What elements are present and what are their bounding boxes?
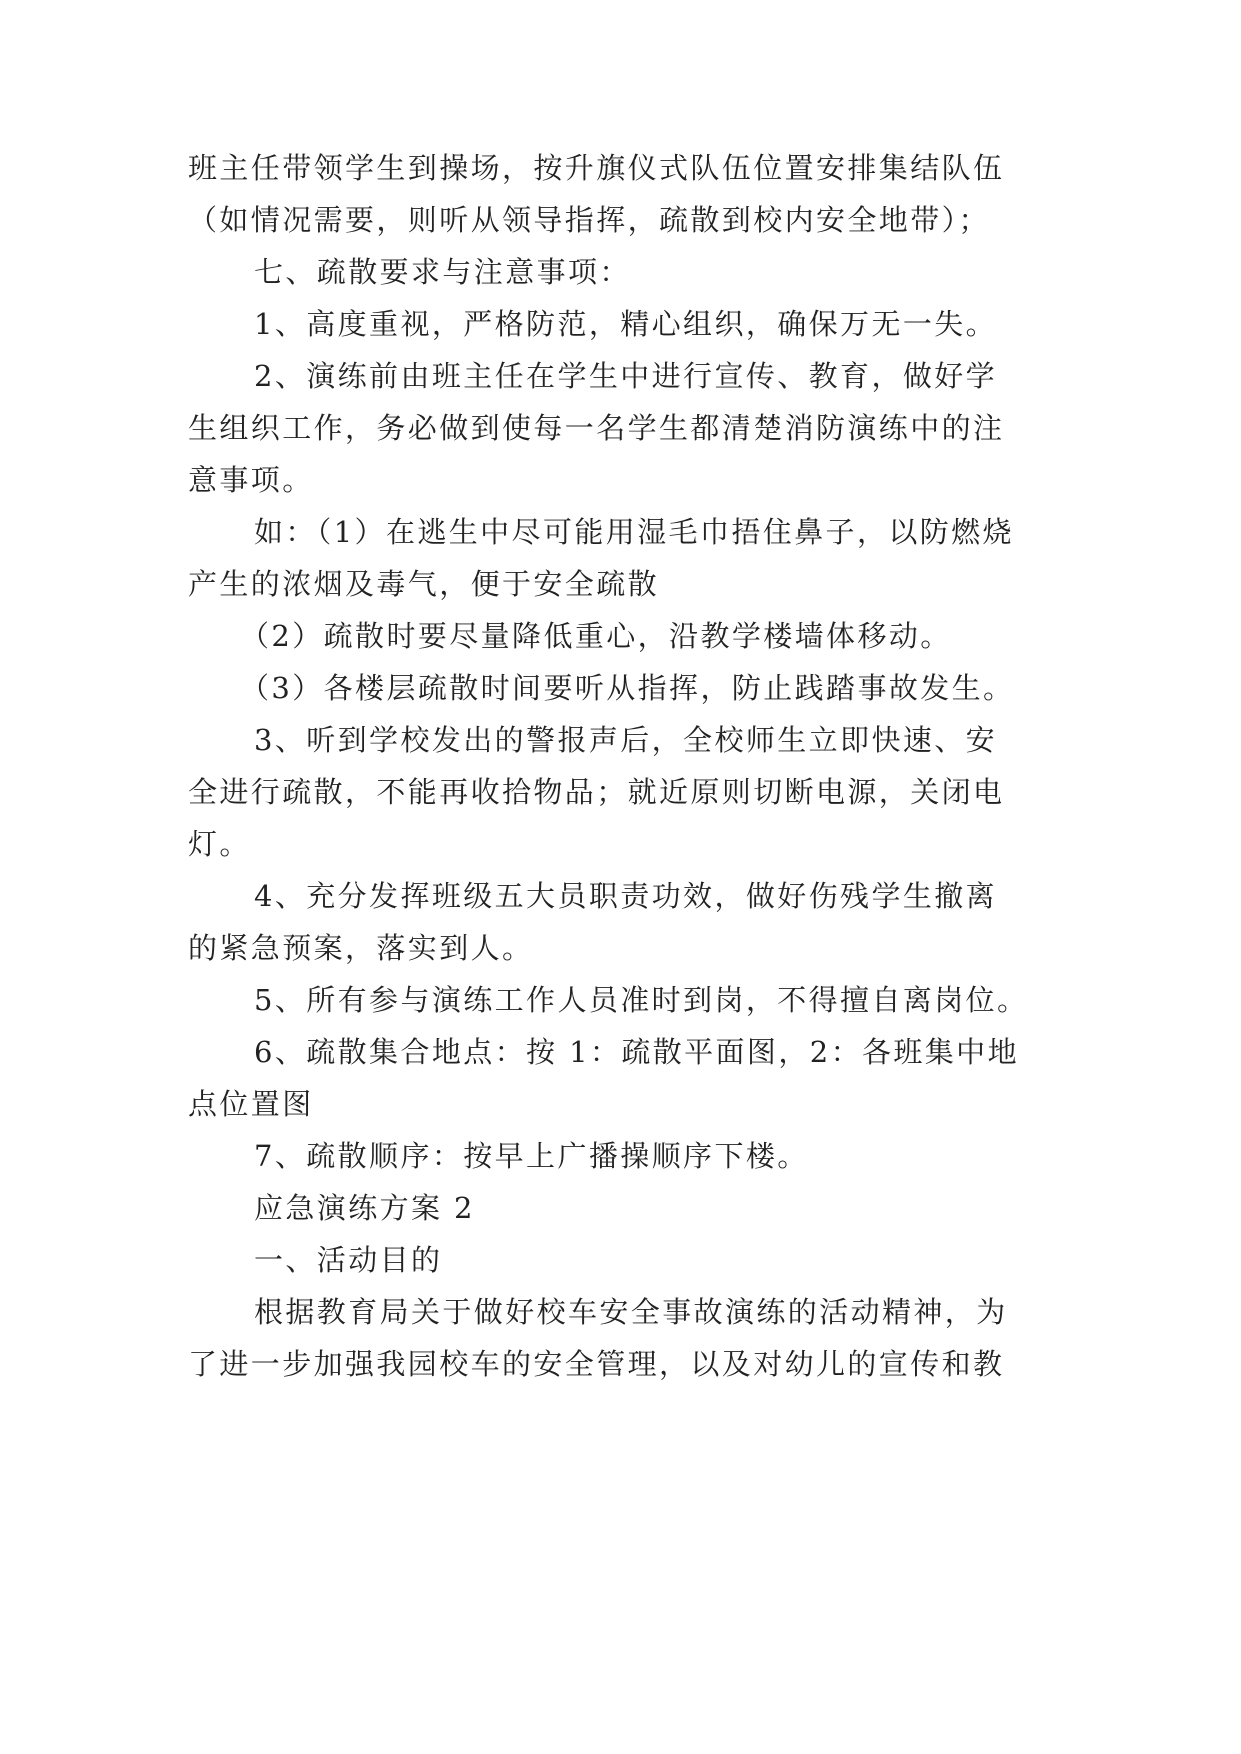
list-item: 7、疏散顺序：按早上广播操顺序下楼。 (254, 1139, 809, 1173)
section-heading: 一、活动目的 (254, 1243, 443, 1277)
text-line: 全进行疏散，不能再收拾物品；就近原则切断电源，关闭电 (188, 775, 1005, 809)
text-line: 点位置图 (188, 1087, 314, 1121)
text-line: 根据教育局关于做好校车安全事故演练的活动精神，为 (254, 1295, 1008, 1329)
sub-item: （2）疏散时要尽量降低重心，沿教学楼墙体移动。 (240, 619, 952, 653)
text-line: （如情况需要，则听从领导指挥，疏散到校内安全地带）； (188, 203, 990, 237)
text-line: 灯。 (188, 827, 251, 861)
list-item: 1、高度重视，严格防范，精心组织，确保万无一失。 (254, 307, 998, 341)
sub-item: （3）各楼层疏散时间要听从指挥，防止践踏事故发生。 (240, 671, 1015, 705)
text-line: 班主任带领学生到操场，按升旗仪式队伍位置安排集结队伍 (188, 151, 1005, 185)
text-line: 产生的浓烟及毒气，便于安全疏散 (188, 567, 660, 601)
list-item: 6、疏散集合地点：按 1：疏散平面图，2：各班集中地 (254, 1035, 1019, 1069)
list-item: 2、演练前由班主任在学生中进行宣传、教育，做好学 (254, 359, 998, 393)
list-item: 5、所有参与演练工作人员准时到岗，不得擅自离岗位。 (254, 983, 1029, 1017)
text-line: 意事项。 (188, 463, 314, 497)
text-line: 的紧急预案，落实到人。 (188, 931, 534, 965)
text-line: 了进一步加强我园校车的安全管理，以及对幼儿的宣传和教 (188, 1347, 1005, 1381)
section-heading: 七、疏散要求与注意事项： (254, 255, 631, 289)
text-line: 生组织工作，务必做到使每一名学生都清楚消防演练中的注 (188, 411, 1005, 445)
section-title: 应急演练方案 2 (254, 1191, 475, 1225)
text-line: 如：（1）在逃生中尽可能用湿毛巾捂住鼻子，以防燃烧 (254, 515, 1014, 549)
list-item: 4、充分发挥班级五大员职责功效，做好伤残学生撤离 (254, 879, 998, 913)
list-item: 3、听到学校发出的警报声后，全校师生立即快速、安 (254, 723, 998, 757)
